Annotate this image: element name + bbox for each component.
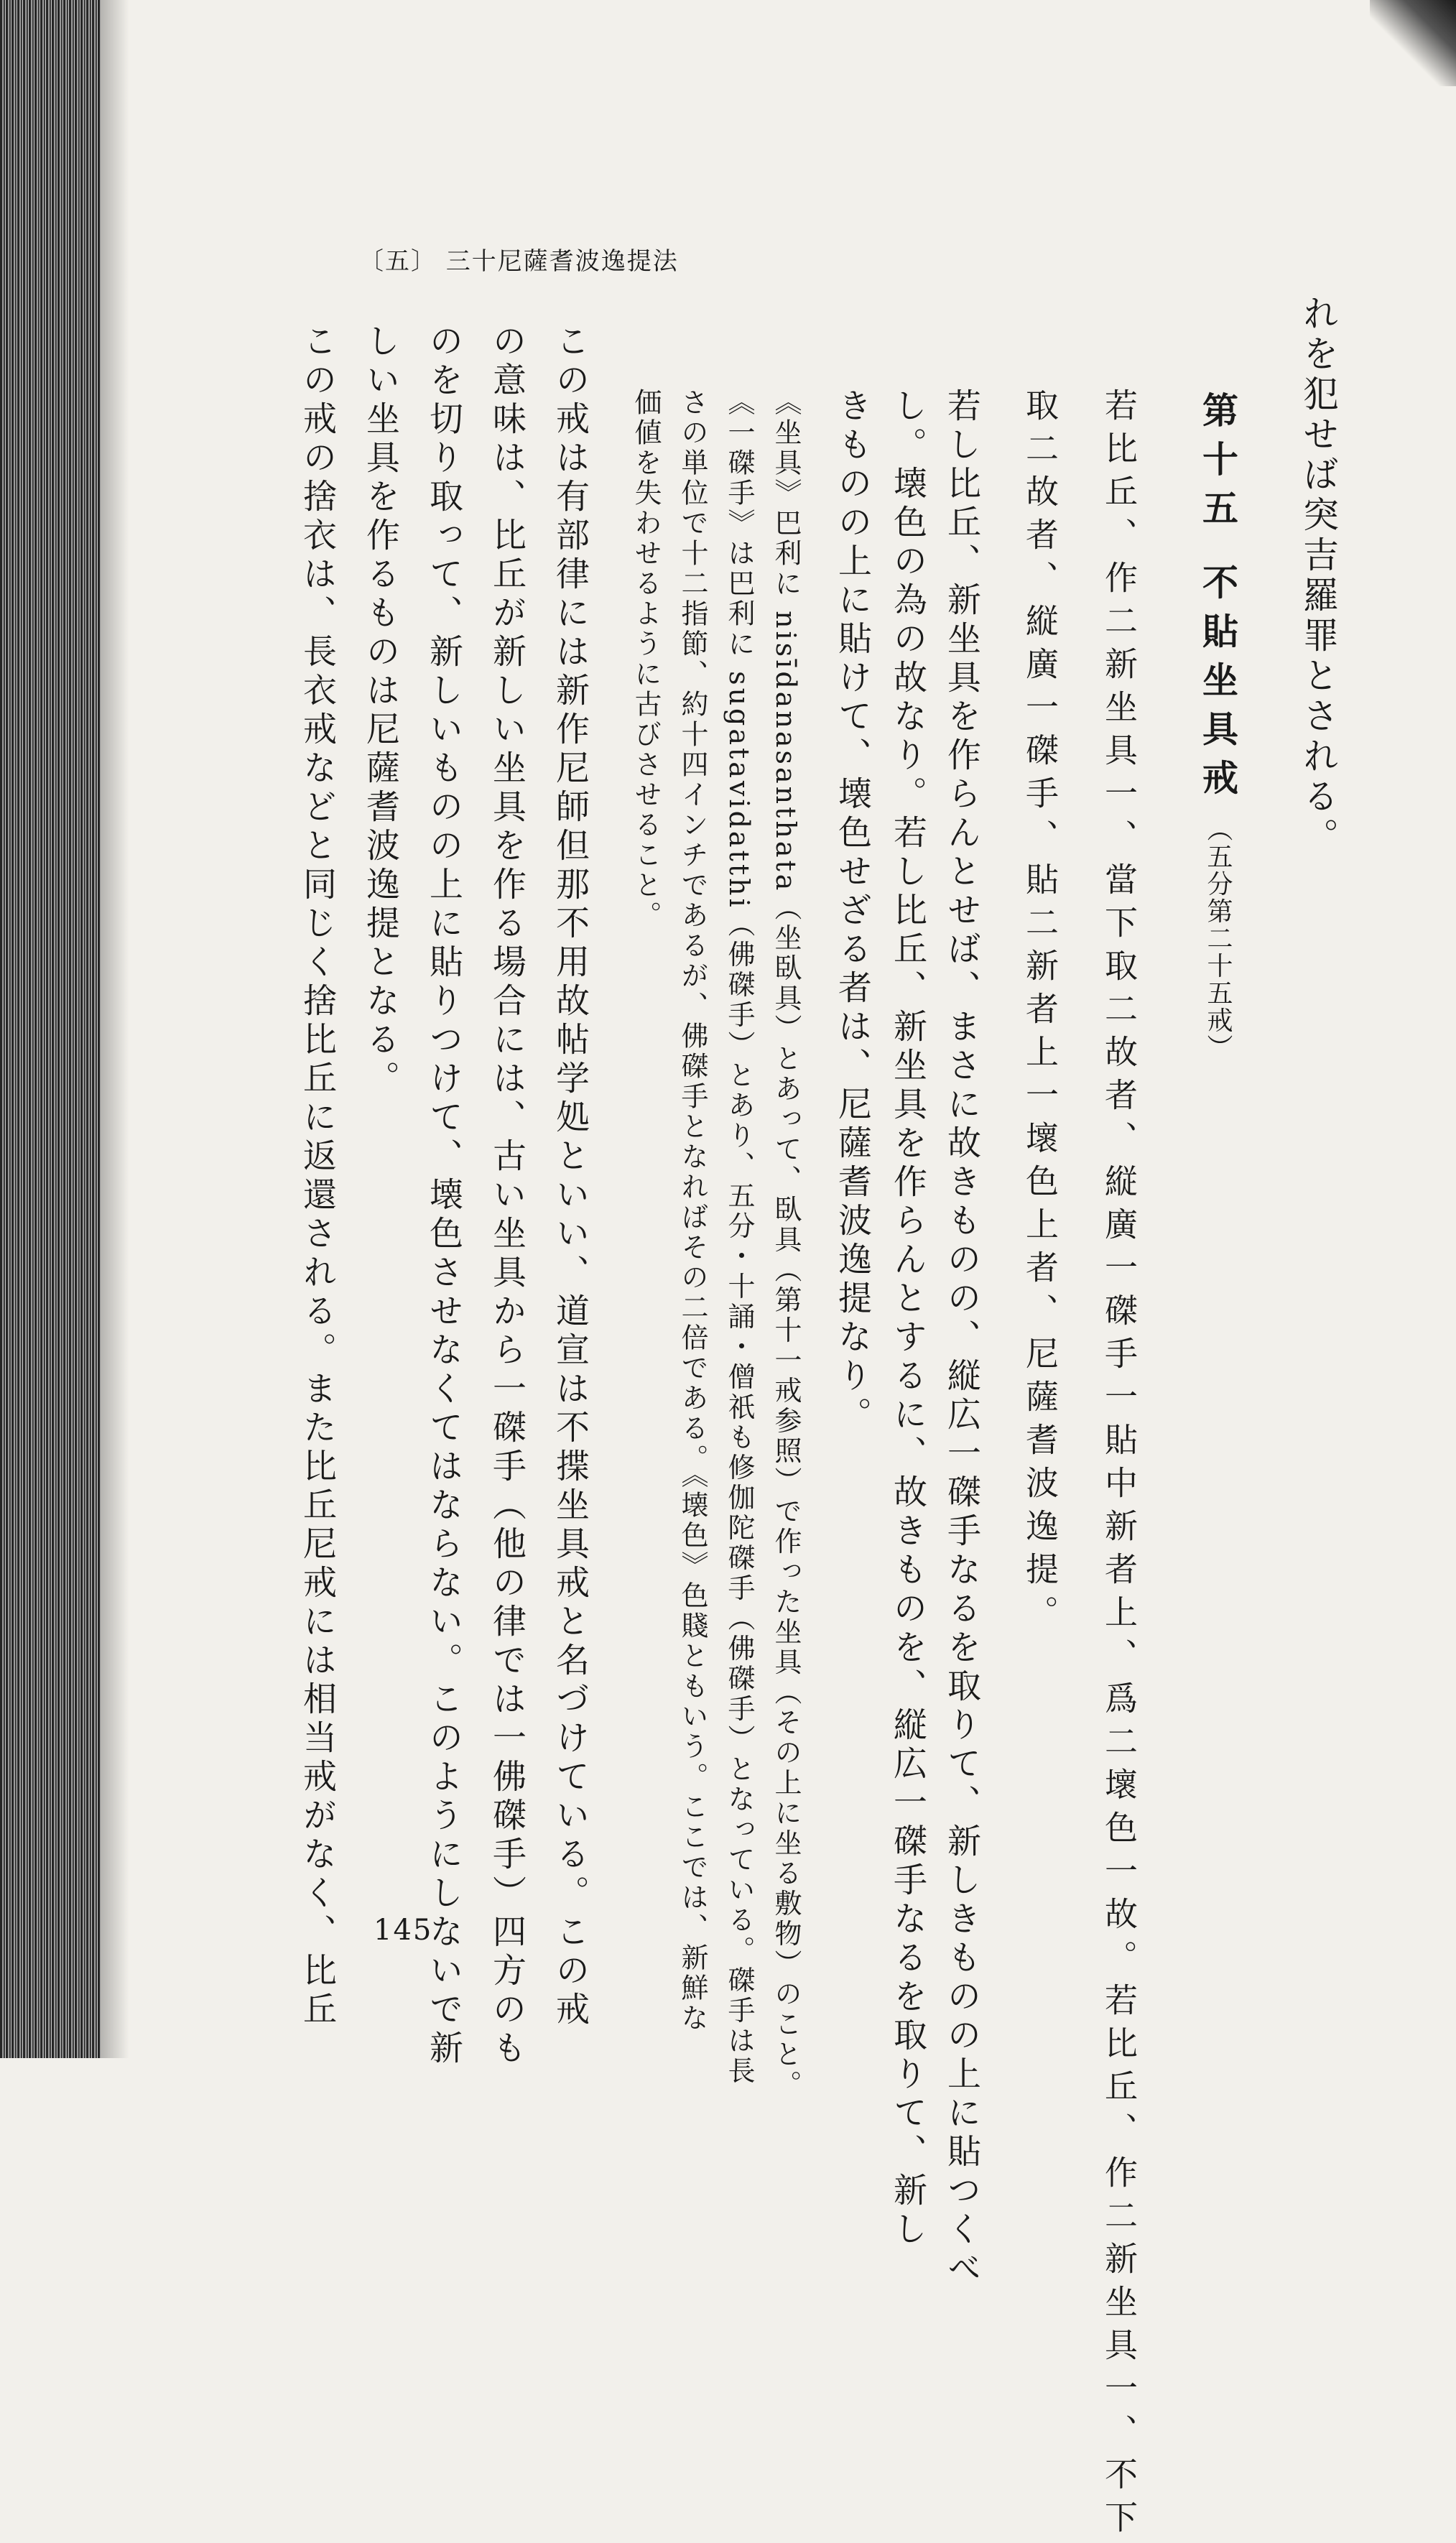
kanbun-line-2: 取二故者、縦廣一磔手、貼二新者上一壞色上者、尼薩耆波逸提。 (1021, 388, 1059, 1638)
section-heading (1197, 392, 1239, 1062)
annotation-line-3: さの単位で十二指節、約十四インチであるが、佛磔手となればその二倍である。《壊色》色賤ともいう。ここでは、新鮮な (677, 388, 708, 2034)
kanbun-line-1: 若比丘、作二新坐具一、當下取二故者、縦廣一磔手一貼中新者上、爲二壞色一故。若比丘、作二新坐具一、不下 (1100, 388, 1139, 2543)
commentary-line-5: この戒の捨衣は、長衣戒などと同じく捨比丘に返還される。また比丘尼戒には相当戒がなく、比丘 (297, 323, 337, 2030)
translation-line-2: し。壊色の為の故なり。若し比丘、新坐具を作らんとするに、故きものを、縦広一磔手なるを取りて、新し (888, 388, 927, 2250)
translation-line-1: 若し比丘、新坐具を作らんとせば、まさに故きものの、縦広一磔手なるを取りて、新しきものの上に貼つくべ (942, 388, 981, 2289)
commentary-line-3: のを切り取って、新しいものの上に貼りつけて、壊色させなくてはならない。このようにしないで新 (424, 323, 463, 2069)
commentary-line-4: しい坐具を作るものは尼薩耆波逸提となる。 (361, 323, 400, 1099)
text-column-1: れを犯せば突吉羅罪とされる。 (1297, 295, 1339, 858)
annotation-line-2: 《一磔手》は巴利に sugatavidatthi（佛磔手）とあり、五分・十誦・僧祇も修伽陀磔手（佛磔手）となっている。磔手は長 (723, 388, 755, 2087)
gutter-shadow (101, 0, 129, 2058)
annotation-line-4: 価値を失わせるように古びさせること。 (630, 388, 662, 931)
page-edge-strip (0, 0, 101, 2058)
section-heading-subtitle: （五分第二十五戒） (1203, 815, 1233, 1062)
running-header: 〔五〕 三十尼薩耆波逸提法 (359, 247, 679, 276)
commentary-line-1: この戒は有部律には新作尼師但那不用故帖学処といい、道宣は不揲坐具戒と名づけている。この戒 (550, 323, 590, 2030)
page-number: 145 (374, 1914, 433, 1947)
scan-corner-shadow (1370, 0, 1456, 86)
translation-line-3: きものの上に貼けて、壊色せざる者は、尼薩耆波逸提なり。 (833, 388, 872, 1435)
annotation-line-1: 《坐具》巴利に nisīdanasanthata（坐臥具）とあって、臥具（第十一戒参照）で作った坐具（その上に坐る敷物）のこと。 (770, 388, 802, 2100)
section-heading-title: 第十五 不貼坐具戒 (1197, 392, 1239, 808)
commentary-line-2: の意味は、比丘が新しい坐具を作る場合には、古い坐具から一磔手（他の律では一佛磔手）四方のも (487, 323, 527, 2069)
